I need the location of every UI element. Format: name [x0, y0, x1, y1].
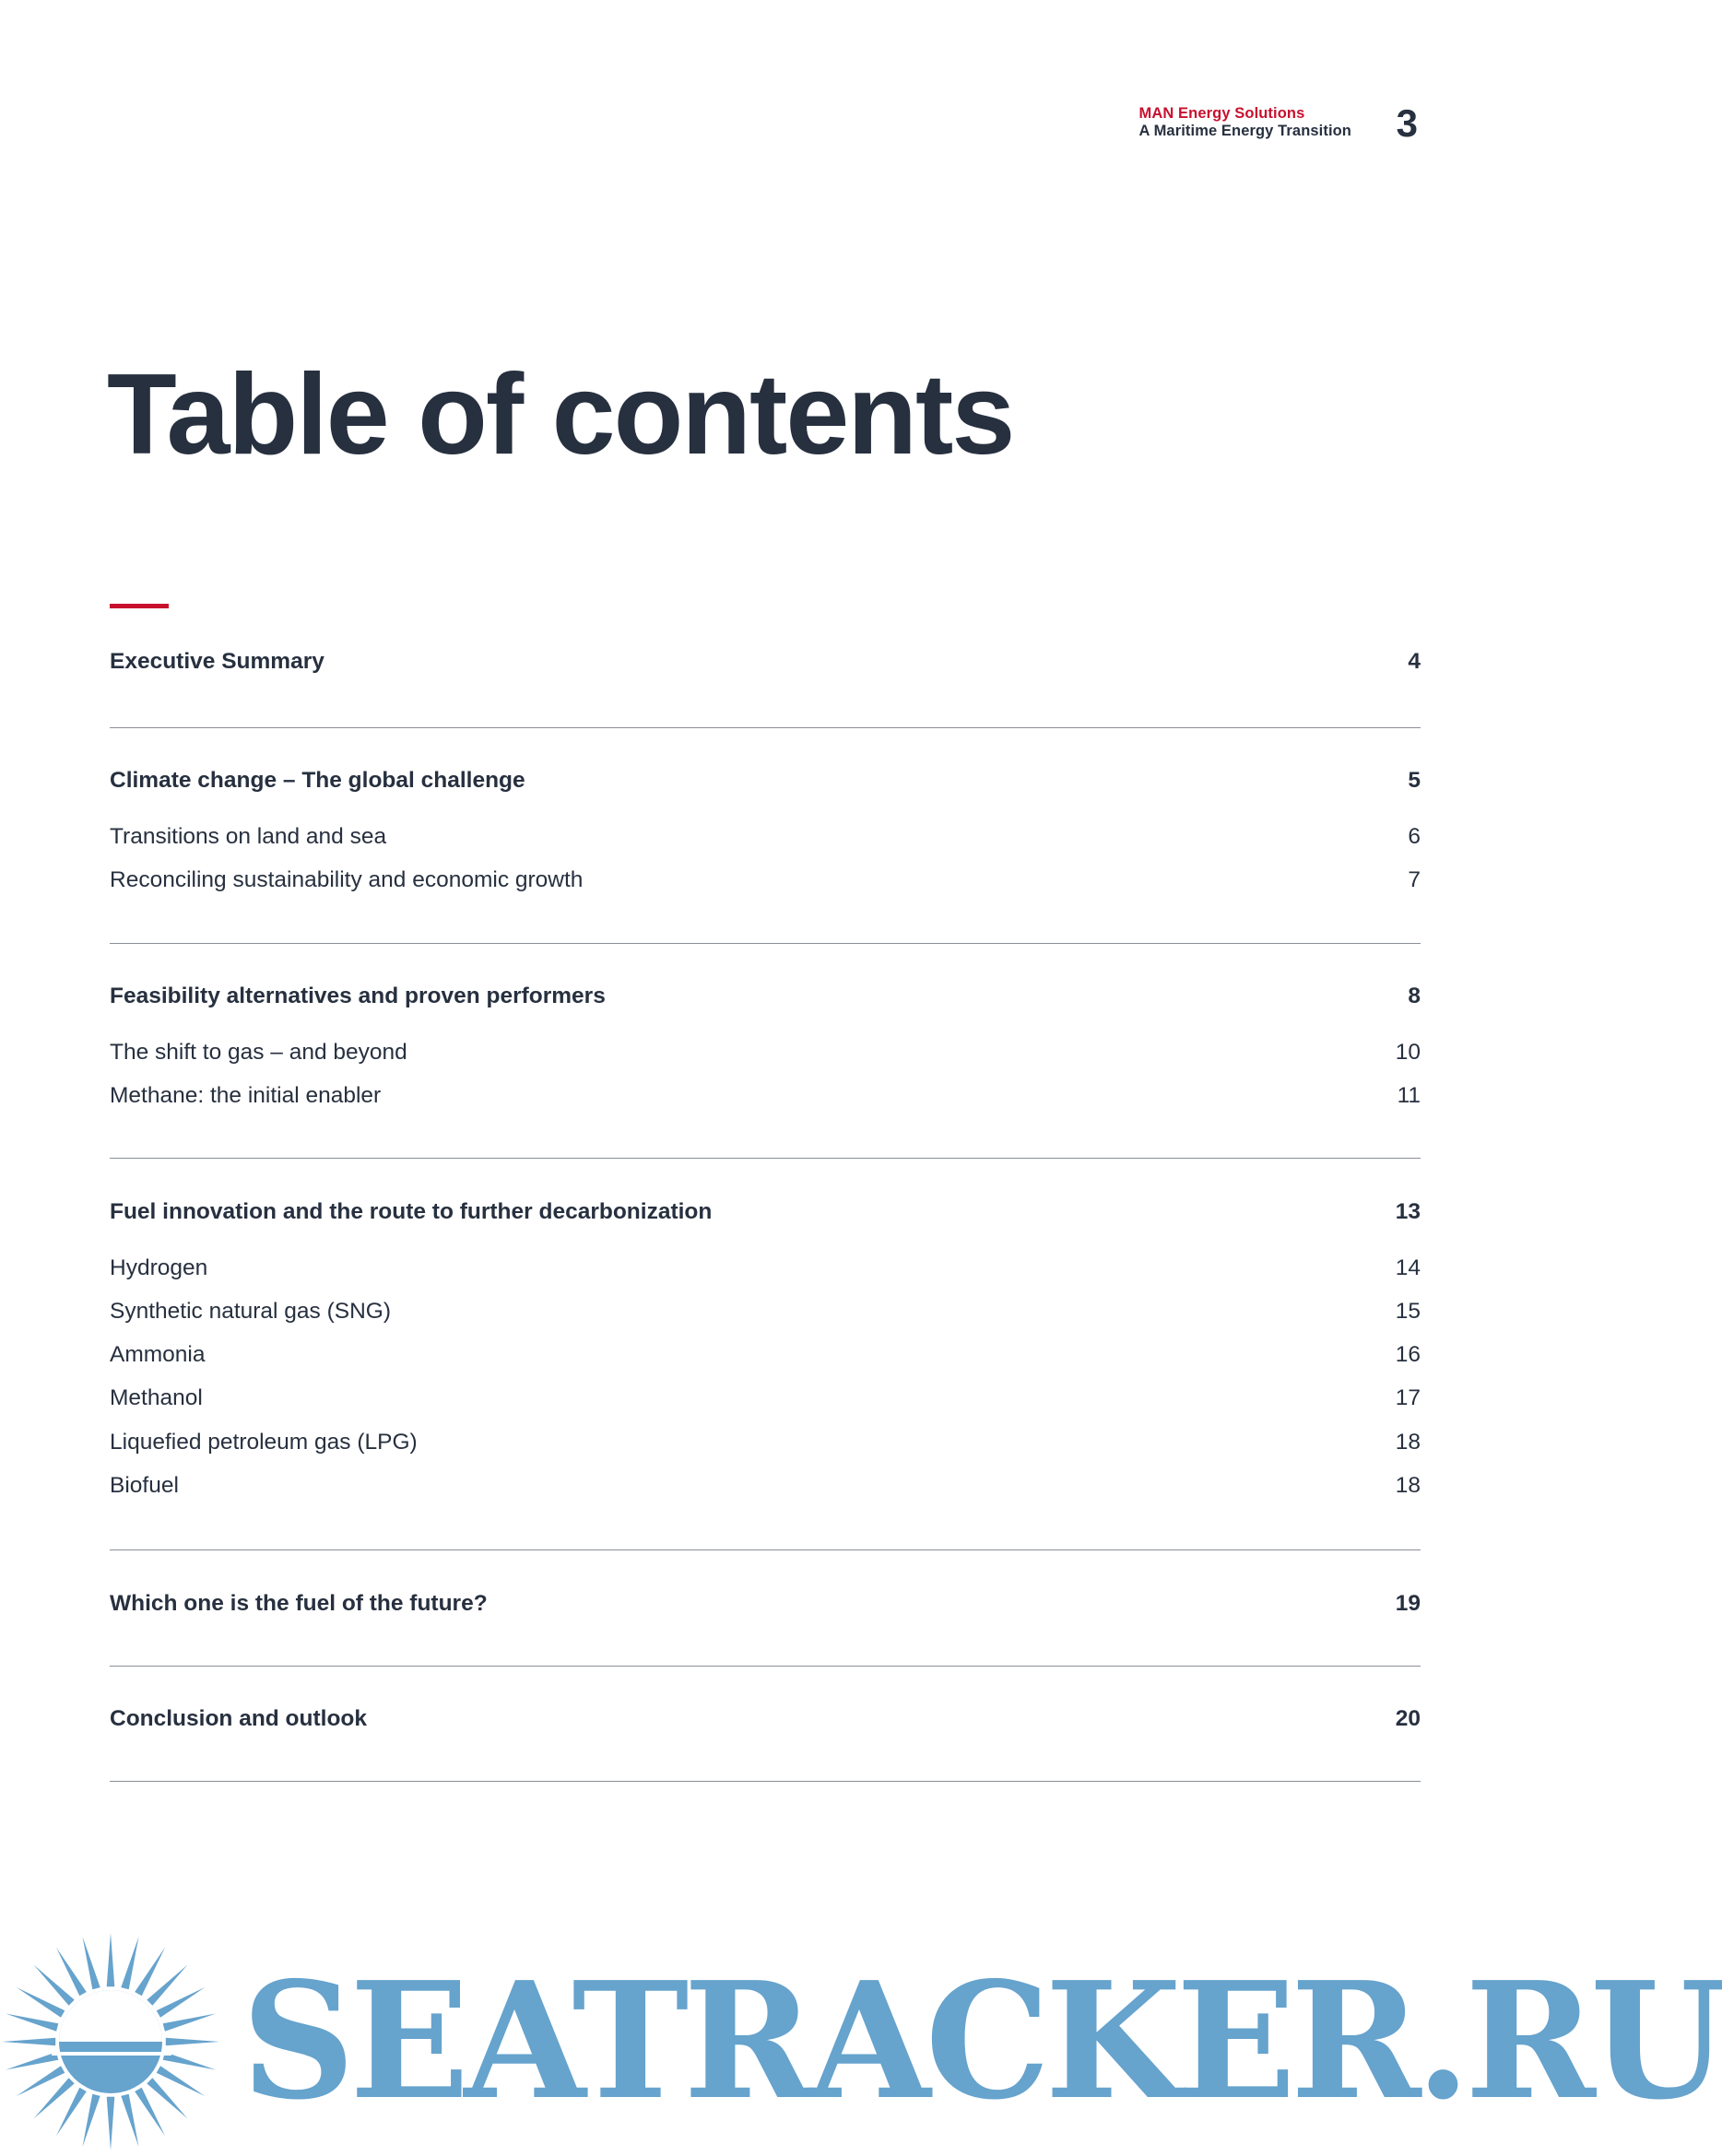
toc-section-fuel-of-future[interactable]	[110, 1588, 1421, 1620]
toc-section-title: Executive Summary	[110, 649, 324, 674]
toc-item[interactable]	[110, 1296, 1421, 1327]
toc-item-label: Reconciling sustainability and economic growth	[110, 867, 584, 892]
toc-item-page: 10	[1395, 1040, 1421, 1065]
toc-item-label: The shift to gas – and beyond	[110, 1040, 407, 1065]
toc-section-title: Climate change – The global challenge	[110, 768, 525, 793]
toc-section-executive-summary[interactable]	[110, 646, 1421, 677]
section-divider	[110, 943, 1421, 944]
toc-item[interactable]	[110, 1470, 1421, 1502]
toc-item-page: 6	[1408, 824, 1421, 849]
toc-section-page: 5	[1408, 768, 1421, 793]
toc-item-page: 18	[1395, 1430, 1421, 1455]
toc-item-label: Transitions on land and sea	[110, 824, 387, 849]
section-divider	[110, 1781, 1421, 1782]
page-number: 3	[1396, 101, 1418, 145]
toc-item[interactable]	[110, 1253, 1421, 1284]
toc-item[interactable]	[110, 821, 1421, 853]
toc-item-page: 14	[1395, 1255, 1421, 1280]
toc-item-label: Synthetic natural gas (SNG)	[110, 1299, 392, 1324]
watermark-text: SEATRACKER.RU	[242, 1948, 1722, 2136]
sun-logo-icon	[0, 1926, 240, 2156]
section-divider	[110, 1158, 1421, 1159]
toc-section-title: Which one is the fuel of the future?	[110, 1591, 488, 1616]
toc-item-page: 11	[1397, 1083, 1421, 1108]
toc-item[interactable]	[110, 1080, 1421, 1112]
toc-section-conclusion[interactable]	[110, 1703, 1421, 1735]
toc-item-page: 7	[1408, 867, 1421, 892]
toc-section-page: 20	[1395, 1706, 1421, 1731]
brand-block	[1139, 105, 1352, 140]
toc-section-feasibility[interactable]	[110, 981, 1421, 1012]
toc-item[interactable]	[110, 865, 1421, 896]
toc-item-page: 18	[1395, 1473, 1421, 1498]
toc-item-label: Liquefied petroleum gas (LPG)	[110, 1430, 418, 1455]
toc-section-page: 19	[1395, 1591, 1421, 1616]
company-name: MAN Energy Solutions	[1138, 105, 1305, 122]
toc-item-label: Methane: the initial enabler	[110, 1083, 382, 1108]
toc-item-page: 15	[1395, 1299, 1421, 1324]
toc-item-label: Biofuel	[110, 1473, 179, 1498]
toc-section-page: 4	[1408, 649, 1421, 674]
section-divider	[110, 727, 1421, 728]
toc-item-label: Ammonia	[110, 1342, 206, 1367]
toc-section-page: 13	[1395, 1199, 1421, 1224]
accent-bar	[110, 604, 169, 608]
toc-item-label: Hydrogen	[110, 1255, 208, 1280]
toc-section-page: 8	[1408, 984, 1421, 1008]
toc-item[interactable]	[110, 1427, 1421, 1458]
section-divider	[110, 1666, 1421, 1667]
toc-item[interactable]	[110, 1383, 1421, 1414]
toc-section-title: Fuel innovation and the route to further decarbonization	[110, 1199, 713, 1224]
toc-item[interactable]	[110, 1339, 1421, 1371]
toc-section-title: Conclusion and outlook	[110, 1706, 368, 1731]
toc-item-label: Methanol	[110, 1385, 203, 1410]
toc-item-page: 17	[1395, 1385, 1421, 1410]
toc-section-fuel-innovation[interactable]	[110, 1196, 1421, 1228]
toc-item-page: 16	[1395, 1342, 1421, 1367]
toc-item[interactable]	[110, 1037, 1421, 1068]
toc-section-title: Feasibility alternatives and proven performers	[110, 984, 606, 1008]
document-subtitle: A Maritime Energy Transition	[1138, 123, 1351, 139]
toc-section-climate-change[interactable]	[110, 765, 1421, 796]
section-divider	[110, 1549, 1421, 1550]
page-header	[1014, 103, 1420, 159]
page-title: Table of contents	[107, 351, 1014, 478]
